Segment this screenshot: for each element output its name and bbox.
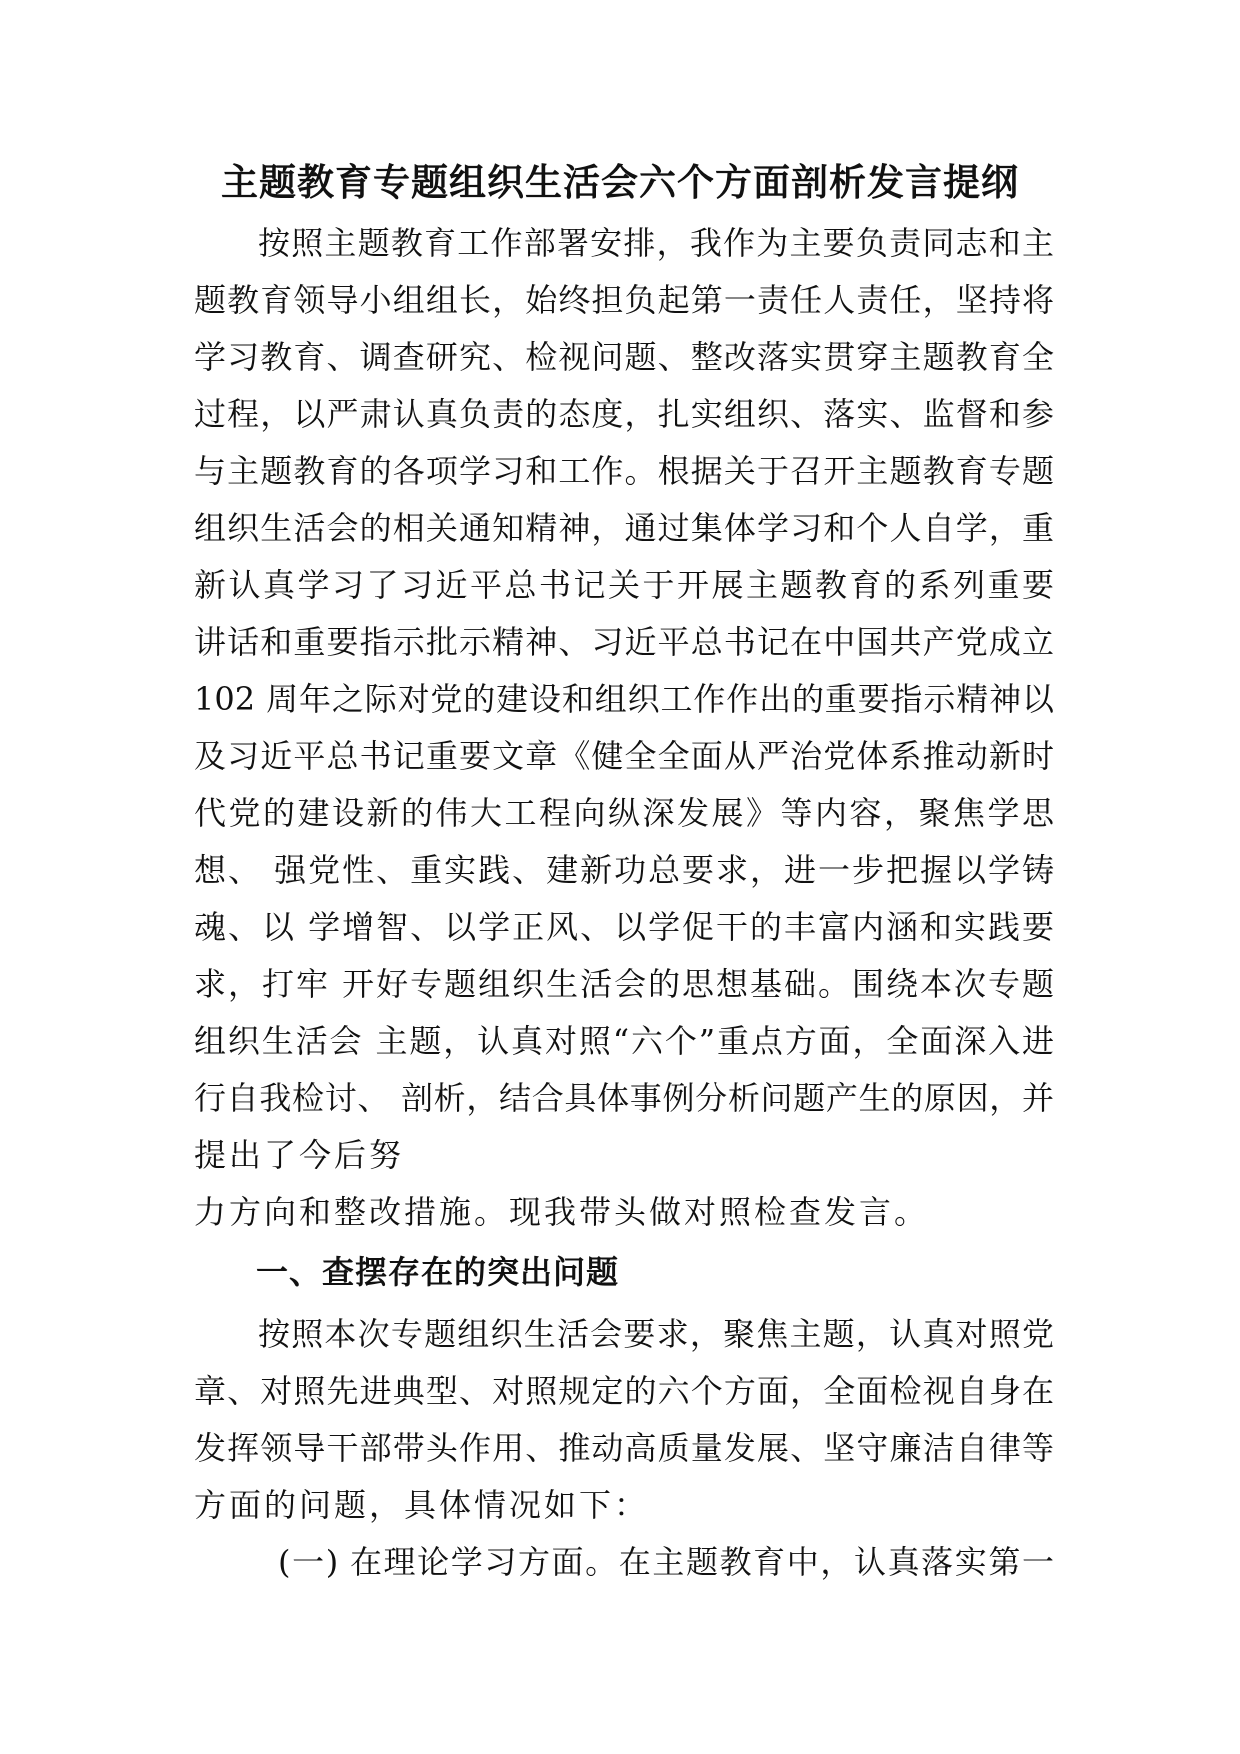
paragraph-line: 组织生活会的相关通知精神，通过集体学习和个人自学，重 (194, 509, 1054, 547)
paragraph-line: 求，打牢 开好专题组织生活会的思想基础。围绕本次专题 (194, 965, 1054, 1003)
paragraph-line: 新认真学习了习近平总书记关于开展主题教育的系列重要 (194, 566, 1054, 604)
document-title: 主题教育专题组织生活会六个方面剖析发言提纲 (221, 161, 1019, 204)
paragraph-line: 按照本次专题组织生活会要求，聚焦主题，认真对照党 (258, 1315, 1054, 1353)
paragraph-line: 魂、以 学增智、以学正风、以学促干的丰富内涵和实践要 (194, 908, 1054, 946)
paragraph-line: 与主题教育的各项学习和工作。根据关于召开主题教育专题 (194, 452, 1054, 490)
paragraph-line: 方面的问题，具体情况如下： (194, 1486, 650, 1524)
paragraph-line: (一) 在理论学习方面。在主题教育中，认真落实第一 (278, 1543, 1054, 1581)
paragraph-line: 代党的建设新的伟大工程向纵深发展》等内容，聚焦学思 (194, 794, 1054, 832)
paragraph-line: 章、对照先进典型、对照规定的六个方面，全面检视自身在 (194, 1372, 1054, 1410)
paragraph-line: 发挥领导干部带头作用、推动高质量发展、坚守廉洁自律等 (194, 1429, 1054, 1467)
paragraph-line: 力方向和整改措施。现我带头做对照检查发言。 (194, 1193, 930, 1231)
paragraph-line: 及习近平总书记重要文章《健全全面从严治党体系推动新时 (194, 737, 1054, 775)
paragraph-line: 提出了今后努 (194, 1136, 405, 1174)
paragraph-line: 学习教育、调查研究、检视问题、整改落实贯穿主题教育全 (194, 338, 1054, 376)
paragraph-line: 讲话和重要指示批示精神、习近平总书记在中国共产党成立 (194, 623, 1054, 661)
paragraph-line: 过程，以严肃认真负责的态度，扎实组织、落实、监督和参 (194, 395, 1054, 433)
paragraph-line: 按照主题教育工作部署安排，我作为主要负责同志和主 (258, 224, 1054, 262)
paragraph-line: 102 周年之际对党的建设和组织工作作出的重要指示精神以 (194, 680, 1054, 718)
paragraph-line: 行自我检讨、 剖析，结合具体事例分析问题产生的原因，并 (194, 1079, 1054, 1117)
paragraph-line: 题教育领导小组组长，始终担负起第一责任人责任，坚持将 (194, 281, 1054, 319)
section-heading: 一、查摆存在的突出问题 (256, 1253, 620, 1291)
paragraph-line: 想、 强党性、重实践、建新功总要求，进一步把握以学铸 (194, 851, 1054, 889)
paragraph-line: 组织生活会 主题，认真对照“六个”重点方面，全面深入进 (194, 1022, 1054, 1060)
